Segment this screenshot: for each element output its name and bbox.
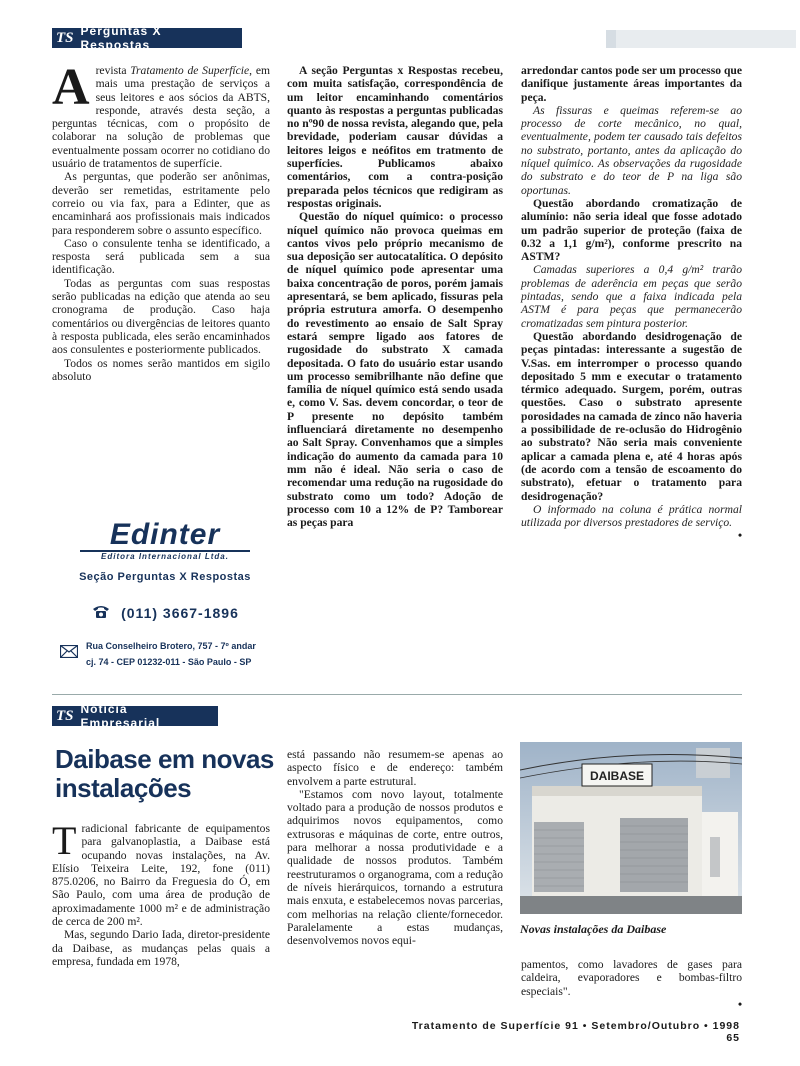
section-header-noticia bbox=[52, 702, 218, 730]
qa-answer-2: Camadas superiores a 0,4 g/m² trarão problemas de aderência em peças que serão pintadas, sendo que a faixa indicada pela ASTM é para peças que permanecerão cromatizadas sem pintura posterior. bbox=[521, 263, 742, 330]
envelope-icon bbox=[60, 645, 78, 663]
news-section-title: Notícia Empresarial bbox=[80, 702, 161, 730]
edinter-tagline: Editora Internacional Ltda. bbox=[80, 550, 250, 561]
page-number: 65 bbox=[726, 1032, 740, 1044]
edinter-logo: Edinter bbox=[109, 518, 221, 551]
news-paragraph-3: está passando não resumem-se apenas ao aspecto físico e de endereço: também envolvem a parte estrutural. bbox=[287, 748, 503, 788]
edinter-contact-box bbox=[60, 520, 270, 670]
bleed-through-bar bbox=[606, 30, 796, 48]
dropcap-a: A bbox=[52, 59, 90, 116]
photo-caption: Novas instalações da Daibase bbox=[520, 922, 667, 936]
address-line-1: Rua Conselheiro Brotero, 757 - 7º andar bbox=[86, 641, 256, 651]
news-end-mark: • bbox=[737, 997, 742, 1011]
qa-paragraph-cromatizacao: Questão abordando cromatização de alumínio: não seria ideal que fosse adotado um padrão superior de proteção (faixa de 0.32 a 1,1 g/m²), conforme prescrito na ASTM? bbox=[521, 196, 742, 264]
news-paragraph-4: "Estamos com novo layout, totalmente voltado para a produção de nossos produtos e adquirimos novos equipamentos, como extrusoras e máquinas de corte, entre outros, para melhorar a nossa produtividade e a qualidade de nossos produtos. Também reestruturamos o organograma, com a redução de níveis hierárquicos, tornando a estrutura mais enxuta, e estabelecemos novas parcerias, com melhorias na relação cliente/fornecedor. Paralelamente a estas mudanças, desenvolvemos novos equi- bbox=[287, 787, 503, 948]
news-text-1: radicional fabricante de equipamentos para galvanoplastia, a Daibase está ocupando novas instalações, na Av. Elísio Teixeira Leite, 192, fone (011) 875.0206, no Bairro da Freguesia do Ó, em São Paulo, com uma área de produção de aproximadamente 1000 m² e de administração de cerca de 200 m². bbox=[52, 822, 270, 929]
qa-answer-3: O informado na coluna é prática normal utilizada por diversos prestadores de serviço. bbox=[521, 502, 742, 530]
ts-logo: TS bbox=[56, 29, 74, 46]
edinter-phone-number: (011) 3667-1896 bbox=[121, 604, 239, 621]
edinter-address bbox=[60, 638, 270, 670]
footer-publication: Tratamento de Superfície 91 • Setembro/Outubro • 1998 bbox=[411, 1020, 740, 1032]
daibase-building-photo bbox=[520, 742, 742, 914]
intro-text-a: revista bbox=[95, 64, 131, 77]
qa-column-3 bbox=[521, 64, 742, 543]
news-column-1 bbox=[52, 818, 270, 968]
intro-paragraph-3: Caso o consulente tenha se identificado, a resposta será publicada sem a sua identificação. bbox=[52, 236, 270, 277]
news-column-2 bbox=[287, 748, 503, 947]
news-column-3 bbox=[521, 958, 742, 1011]
edinter-section-label: Seção Perguntas X Respostas bbox=[79, 571, 251, 583]
qa-paragraph-cont: arredondar cantos pode ser um processo que danifique justamente áreas importantes da peça. bbox=[521, 64, 742, 104]
intro-paragraph-5: Todos os nomes serão mantidos em sigilo absoluto bbox=[52, 356, 270, 383]
intro-paragraph-1 bbox=[52, 59, 270, 171]
intro-paragraph-2: As perguntas, que poderão ser anônimas, deverão ser remetidas, estritamente pelo correio ou via fax, para a Edinter, que as encaminhará aos profissionais mais indicados para responderem sobre o assunto específico. bbox=[52, 170, 270, 237]
news-paragraph-5: pamentos, como lavadores de gases para caldeira, evaporadores e bombas-filtro especiais". bbox=[521, 958, 742, 998]
address-line-2: cj. 74 - CEP 01232-011 - São Paulo - SP bbox=[86, 657, 252, 667]
news-headline: Daibase em novas instalações bbox=[55, 744, 274, 803]
end-mark: • bbox=[737, 529, 742, 543]
phone-icon bbox=[91, 603, 111, 622]
dropcap-t: T bbox=[52, 818, 77, 863]
ts-logo-news: TS bbox=[56, 707, 74, 724]
section-divider bbox=[52, 694, 742, 695]
news-paragraph-2: Mas, segundo Dario Iada, diretor-presidente da Daibase, as mudanças pelas quais a empresa, fundada em 1978, bbox=[52, 928, 270, 968]
magazine-name: Tratamento de Superfície bbox=[130, 64, 250, 77]
section-title: Perguntas X Respostas bbox=[80, 24, 162, 52]
qa-answer-1: As fissuras e queimas referem-se ao processo de corte mecânico, no qual, eventualmente, podem ter causado tais defeitos no substrato, portanto, antes da aplicação do níquel químico. As observações da rugosidade do substrato e do teor de P na liga são oportunas. bbox=[521, 103, 742, 197]
section-header-perguntas bbox=[52, 24, 242, 52]
qa-paragraph-niquel: Questão do níquel químico: o processo níquel químico não provoca queimas em cantos vivos pelo próprio mecanismo de sua deposição ser autocatalítica. O depósito de níquel químico pode apresentar uma baixa concentração de poros, porém jamais apresentará, se bem aplicado, fissuras pela própria estrutura amorfa. O desempenho do revestimento ao ensaio de Salt Spray estará sempre ligado aos fatores de rugosidade do substrato X camada depositada. O fato do usuário estar usando um processo semibrilhante não define que família de níquel químico está sendo usada e, como V. Sas. devem concordar, o teor de P presente no depósito também influenciará diretamente no desempenho ao Salt Spray. Convenhamos que a simples indicação do aumento da camada para 10 mm não é ideal. Não seria o caso de recomendar uma redução na rugosidade do substrato como um todo? Adoção de processo com 10 a 12% de P? Tamborear as peças para bbox=[287, 210, 503, 530]
qa-paragraph-desidrogenacao: Questão abordando desidrogenação de peças pintadas: interessante a sugestão de V.Sas. em interromper o processo quando depositado 5 mm e executar o tratamento térmico adequado. Surgem, porém, outras questões. Caso o substrato apresente porosidades na camada de zinco não haveria a possibilidade de re-oclusão do Hidrogênio ao substrato? Não seria mais conveniente aplicar a camada plena e, até 4 horas após (de acordo com a tensão de escoamento do substrato), efetuar o tratamento para desidrogenação? bbox=[521, 329, 742, 503]
page-footer bbox=[390, 1020, 740, 1044]
news-paragraph-1 bbox=[52, 818, 270, 929]
intro-paragraph-4: Todas as perguntas com suas respostas serão publicadas na edição que atenda ao seu cronograma de produção. Caso haja comentários ou divergências de leitores quanto à resposta publicada, eles serão encaminhados aos consulentes e posteriormente publicados. bbox=[52, 276, 270, 357]
edinter-phone-row bbox=[60, 603, 270, 622]
intro-column bbox=[52, 59, 270, 383]
photo-sign-text: DAIBASE bbox=[589, 769, 645, 783]
qa-column-2 bbox=[287, 64, 503, 529]
qa-paragraph-intro: A seção Perguntas x Respostas recebeu, com muita satisfação, correspondência de um leitor encaminhando comentários quanto às respostas a perguntas publicadas no nº90 de nossa revista, alegando que, pela brevidade, poderiam causar dúvidas a leitores leigos e neófitos em tratmento de superfícies. Publicamos abaixo comentários, com a contra-posição preparada pelos técnicos que redigiram as respostas originais. bbox=[287, 64, 503, 210]
intro-text-b: , em mais uma prestação de serviços a seus leitores e aos sócios da ABTS, responde, através desta seção, a perguntas técnicas, com o propósito de colaborar na solução de problemas que eventualmente possam ocorrer no cotidiano do usuário de tratamentos de superfície. bbox=[52, 64, 270, 171]
